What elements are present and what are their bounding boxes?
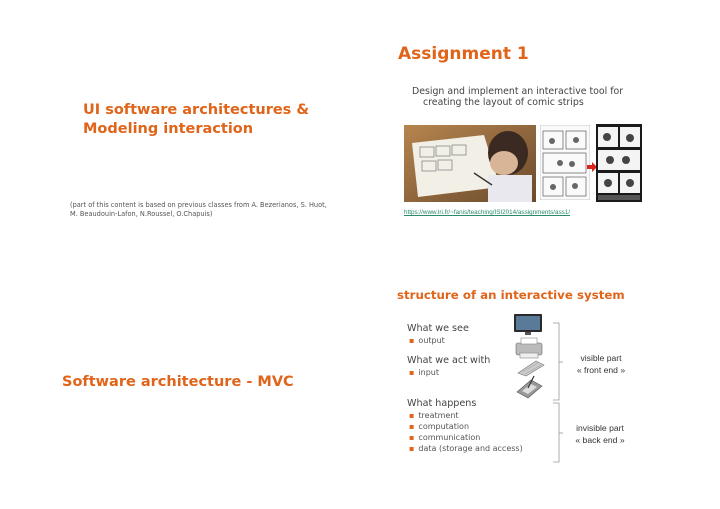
bullet-communication: ▪ communication	[409, 433, 481, 442]
section-heading-happens: What happens	[407, 398, 477, 409]
front-end-line1: visible part	[580, 353, 622, 363]
comic-result-example	[596, 124, 642, 202]
bullet-input: ▪ input	[409, 368, 439, 377]
front-end-bracket	[552, 322, 564, 402]
slide3-title: Software architecture - MVC	[62, 374, 294, 390]
back-end-line1: invisible part	[576, 423, 624, 433]
back-end-line2: « back end »	[575, 435, 625, 445]
graphics-tablet-icon	[514, 374, 544, 400]
bullet-computation: ▪ computation	[409, 422, 470, 431]
slide2-title: Assignment 1	[398, 44, 529, 64]
comic-layout-example	[540, 125, 590, 200]
printer-icon	[514, 337, 544, 359]
slide1-title	[83, 101, 343, 139]
slide2-body	[412, 86, 642, 108]
slide4-title: structure of an interactive system	[397, 288, 625, 302]
slide2-body-line2: creating the layout of comic strips	[423, 97, 584, 108]
section-heading-act: What we act with	[407, 355, 491, 366]
slide1-title-line2: Modeling interaction	[83, 121, 254, 137]
bullet-output: ▪ output	[409, 336, 445, 345]
front-end-label	[570, 352, 632, 376]
back-end-label	[568, 422, 632, 446]
monitor-icon	[513, 313, 543, 337]
slide1-title-line1: UI software architectures &	[83, 102, 310, 118]
slide1-credit-note: (part of this content is based on previous classes from A. Bezerianos, S. Huot, M. Beaudouin-Lafon, N.Roussel, O.Chapuis)	[70, 201, 327, 218]
back-end-bracket	[552, 402, 564, 464]
drafting-table-photo	[404, 125, 536, 202]
assignment-link[interactable]: https://www.lri.fr/~fanis/teaching/ISI2014/assignments/ass1/	[404, 209, 571, 216]
section-heading-see: What we see	[407, 323, 469, 334]
slide2-body-line1: Design and implement an interactive tool for	[412, 86, 624, 97]
bullet-treatment: ▪ treatment	[409, 411, 459, 420]
bullet-data: ▪ data (storage and access)	[409, 444, 523, 453]
front-end-line2: « front end »	[576, 365, 626, 375]
